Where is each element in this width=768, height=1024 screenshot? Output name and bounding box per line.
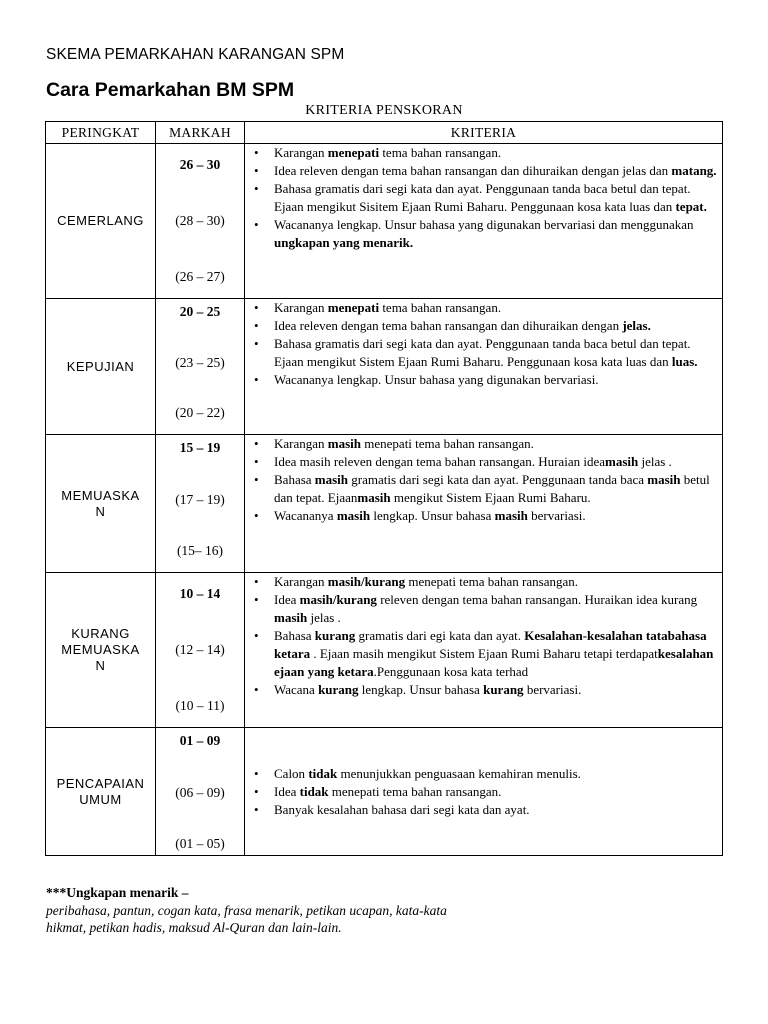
level-cell <box>46 728 156 856</box>
criteria-text: jelas . <box>638 454 672 469</box>
header-kriteria: KRITERIA <box>245 122 723 144</box>
mark-subrange-low: (26 – 27) <box>175 269 225 284</box>
criteria-emphasis: kurang <box>483 682 524 697</box>
table-row <box>46 435 723 573</box>
criteria-cell <box>245 299 723 435</box>
table-row <box>46 144 723 299</box>
criteria-emphasis: Kesalahan-kesalahan tatabahasa ketara <box>274 628 707 661</box>
criteria-item <box>245 317 722 335</box>
criteria-text: Karangan <box>274 436 328 451</box>
table-row <box>46 299 723 435</box>
document-subtitle: SKEMA PEMARKAHAN KARANGAN SPM <box>46 46 345 63</box>
mark-subrange-low: (10 – 11) <box>175 698 225 713</box>
mark-subrange-low: (01 – 05) <box>175 836 225 851</box>
criteria-item <box>245 299 722 317</box>
criteria-item <box>245 573 722 591</box>
criteria-emphasis: masih <box>274 610 308 625</box>
table-caption: KRITERIA PENSKORAN <box>305 103 463 118</box>
criteria-emphasis: menepati <box>327 300 380 315</box>
criteria-item <box>245 453 722 471</box>
criteria-text: Calon <box>274 765 309 781</box>
footnote <box>46 884 476 937</box>
criteria-emphasis: masih <box>336 508 371 523</box>
criteria-text: Banyak kesalahan bahasa dari segi kata dan ayat. <box>274 801 530 817</box>
header-peringkat: PERINGKAT <box>46 122 156 144</box>
criteria-text: gramatis dari egi kata dan ayat. <box>355 628 525 643</box>
document-title: Cara Pemarkahan BM SPM <box>46 79 295 101</box>
criteria-emphasis: masih <box>494 508 528 523</box>
criteria-emphasis: kesalahan ejaan yang ketara <box>274 646 714 679</box>
criteria-text: . Ejaan masih mengikut Sistem Ejaan Rumi Baharu tetapi terdapat <box>310 646 658 661</box>
level-cell <box>46 144 156 299</box>
criteria-item <box>245 507 722 525</box>
mark-range: 01 – 09 <box>179 733 221 748</box>
criteria-item <box>245 471 722 507</box>
footnote-items: peribahasa, pantun, cogan kata, frasa menarik, petikan ucapan, kata-kata hikmat, petikan hadis, maksud Al-Quran dan lain-lain. <box>46 902 447 935</box>
criteria-text: menunjukkan penguasaan kemahiran menulis. <box>337 765 581 781</box>
criteria-emphasis: tepat. <box>675 199 707 214</box>
mark-range: 10 – 14 <box>179 586 221 601</box>
mark-subrange-low: (20 – 22) <box>175 405 225 420</box>
criteria-text: bervariasi. <box>523 682 582 697</box>
criteria-item <box>245 783 722 801</box>
criteria-emphasis: menepati <box>327 145 380 160</box>
marks-cell <box>156 144 245 299</box>
level-cell <box>46 435 156 573</box>
criteria-list <box>245 573 722 699</box>
marks-cell <box>156 435 245 573</box>
criteria-text: Wacananya <box>274 508 337 523</box>
criteria-emphasis: kurang <box>314 628 356 643</box>
criteria-item <box>245 435 722 453</box>
level-cell <box>46 299 156 435</box>
criteria-text: mengikut Sistem Ejaan Rumi Baharu. <box>390 490 591 505</box>
criteria-text: Bahasa <box>274 472 315 487</box>
criteria-item <box>245 335 722 371</box>
criteria-emphasis: masih/kurang <box>327 574 406 589</box>
table-header-row <box>46 122 723 144</box>
level-label: MEMUASKA N <box>61 487 140 519</box>
table-row <box>46 573 723 728</box>
criteria-text: Idea <box>274 783 300 799</box>
mark-subrange-high: (06 – 09) <box>175 784 225 800</box>
criteria-emphasis: masih <box>314 472 349 487</box>
criteria-list <box>245 299 722 389</box>
mark-range: 20 – 25 <box>179 304 221 319</box>
criteria-emphasis: kurang <box>318 682 359 697</box>
scoring-table <box>45 121 723 856</box>
marks-cell <box>156 573 245 728</box>
criteria-emphasis: tidak <box>299 783 329 799</box>
criteria-text: jelas . <box>307 610 341 625</box>
criteria-list <box>245 435 722 525</box>
level-label: KURANG MEMUASKA N <box>61 626 140 673</box>
criteria-text: menepati tema bahan ransangan. <box>328 783 502 799</box>
mark-range: 15 – 19 <box>179 440 221 455</box>
criteria-list <box>245 144 722 252</box>
criteria-text: Wacananya lengkap. Unsur bahasa yang digunakan bervariasi dan menggunakan <box>274 217 694 232</box>
mark-subrange-high: (28 – 30) <box>175 213 225 228</box>
criteria-cell <box>245 573 723 728</box>
table-row <box>46 728 723 856</box>
criteria-item <box>245 591 722 627</box>
criteria-cell <box>245 144 723 299</box>
criteria-text: menepati tema bahan ransangan. <box>361 436 534 451</box>
criteria-text: lengkap. Unsur bahasa <box>370 508 495 523</box>
level-label: KEPUJIAN <box>66 358 135 374</box>
criteria-text: betul dan tepat. Ejaan <box>274 472 710 505</box>
marks-cell <box>156 728 245 856</box>
criteria-text: Bahasa <box>274 628 315 643</box>
criteria-emphasis: masih <box>357 490 391 505</box>
criteria-text: tema bahan ransangan. <box>379 145 502 160</box>
criteria-item <box>245 180 722 216</box>
criteria-cell <box>245 728 723 856</box>
criteria-text: Idea masih releven dengan tema bahan ransangan. Huraian idea <box>274 454 605 469</box>
criteria-emphasis: jelas. <box>622 318 651 333</box>
criteria-text: Idea releven dengan tema bahan ransangan dan dihuraikan dengan jelas dan <box>274 163 672 178</box>
criteria-text: .Penggunaan kosa kata terhad <box>373 664 529 679</box>
criteria-emphasis: ungkapan yang menarik. <box>274 235 414 250</box>
criteria-text: Wacana <box>274 682 319 697</box>
criteria-emphasis: masih <box>605 454 639 469</box>
criteria-text: Bahasa gramatis dari segi kata dan ayat. Penggunaan tanda baca betul dan tepat. Ejaan mengikut Sisitem Ejaan Rumi Baharu. Penggunaan kosa kata luas dan <box>274 181 691 214</box>
criteria-emphasis: masih/kurang <box>299 592 377 607</box>
criteria-text: gramatis dari segi kata dan ayat. Penggunaan tanda baca <box>348 472 648 487</box>
criteria-item <box>245 162 722 180</box>
mark-subrange-high: (23 – 25) <box>175 354 225 370</box>
criteria-text: Karangan <box>274 574 328 589</box>
criteria-item <box>245 801 722 819</box>
criteria-emphasis: masih <box>327 436 362 451</box>
criteria-item <box>245 144 722 162</box>
criteria-item <box>245 371 722 389</box>
criteria-emphasis: masih <box>647 472 681 487</box>
criteria-text: bervariasi. <box>527 508 586 523</box>
marks-cell <box>156 299 245 435</box>
criteria-emphasis: matang. <box>671 163 717 178</box>
criteria-item <box>245 765 722 783</box>
criteria-text: Wacananya lengkap. Unsur bahasa yang digunakan bervariasi. <box>274 372 599 387</box>
criteria-item <box>245 216 722 252</box>
criteria-text: Idea <box>274 592 300 607</box>
footnote-label: ***Ungkapan menarik – <box>46 885 189 900</box>
criteria-text: Bahasa gramatis dari segi kata dan ayat. Penggunaan tanda baca betul dan tepat. Ejaan mengikut Sistem Ejaan Rumi Baharu. Penggunaan kosa kata luas dan <box>274 336 691 369</box>
criteria-text: Karangan <box>274 300 328 315</box>
criteria-text: lengkap. Unsur bahasa <box>358 682 484 697</box>
criteria-text: Idea releven dengan tema bahan ransangan dan dihuraikan dengan <box>274 318 623 333</box>
mark-subrange-high: (17 – 19) <box>175 491 225 507</box>
criteria-list <box>245 765 722 819</box>
mark-subrange-high: (12 – 14) <box>175 642 225 657</box>
criteria-emphasis: luas. <box>671 354 698 369</box>
criteria-item <box>245 627 722 681</box>
criteria-text: menepati tema bahan ransangan. <box>405 574 578 589</box>
level-label: CEMERLANG <box>57 213 144 228</box>
level-cell <box>46 573 156 728</box>
criteria-cell <box>245 435 723 573</box>
criteria-emphasis: tidak <box>308 765 338 781</box>
criteria-text: Karangan <box>274 145 328 160</box>
mark-range: 26 – 30 <box>179 157 221 172</box>
criteria-text: releven dengan tema bahan ransangan. Huraikan idea kurang <box>376 592 698 607</box>
criteria-text: tema bahan ransangan. <box>379 300 502 315</box>
header-markah: MARKAH <box>156 122 245 144</box>
criteria-item <box>245 681 722 699</box>
mark-subrange-low: (15– 16) <box>176 543 224 558</box>
level-label: PENCAPAIAN UMUM <box>56 775 145 807</box>
